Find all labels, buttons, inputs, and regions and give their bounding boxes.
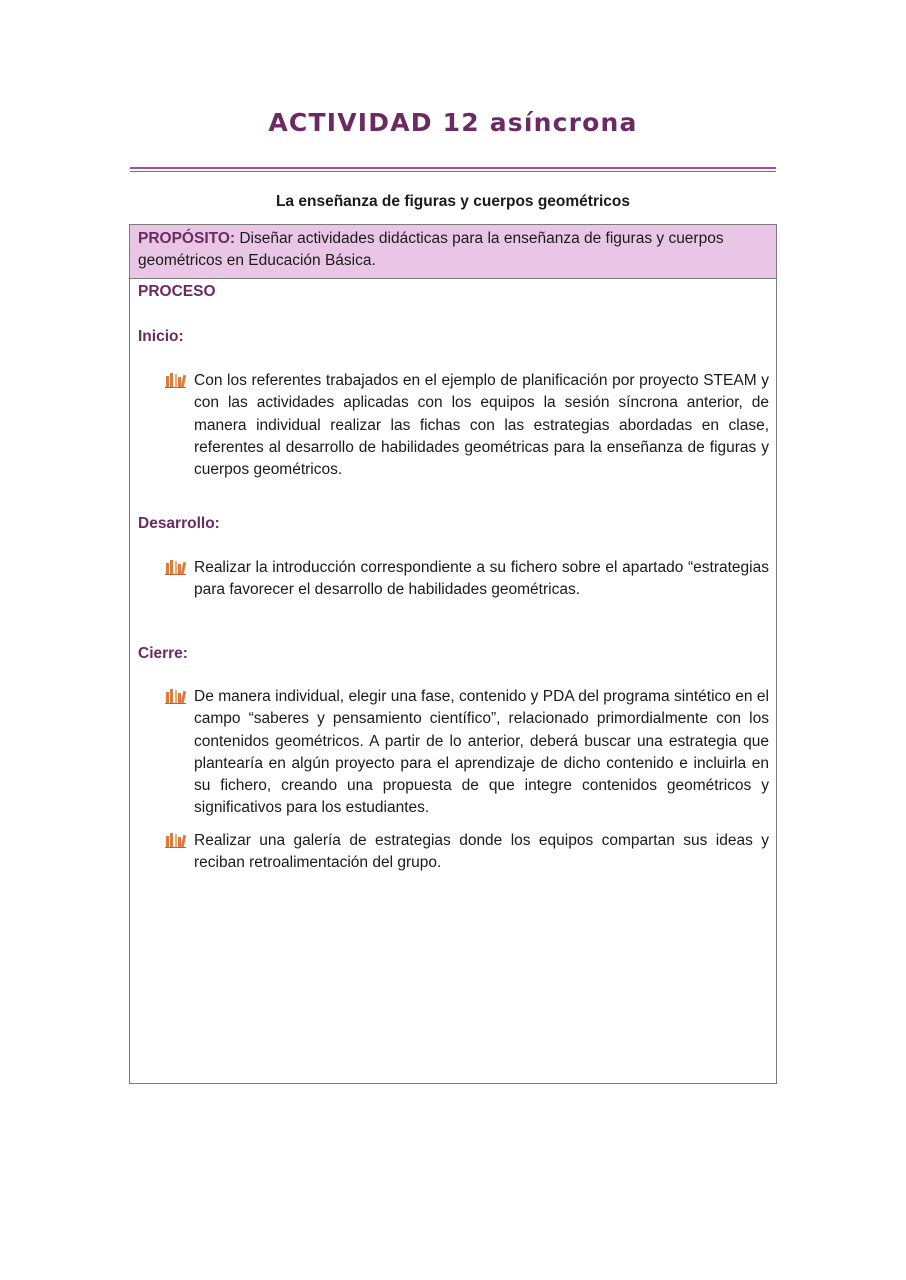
bullet-text: Con los referentes trabajados en el ejemplo de planificación por proyecto STEAM y con las actividades aplicadas con los equipos la sesión síncrona anterior, de manera individual realizar las fichas con las estrategias abordadas en clase, referentes al desarrollo de habilidades geométricas para la enseñanza de figuras y cuerpos geométricos. [194,372,769,479]
process-label: PROCESO [138,283,216,300]
section-inicio-heading: Inicio: [138,328,184,345]
bullet-text: Realizar la introducción correspondiente a su fichero sobre el apartado “estrategias para favorecer el desarrollo de habilidades geométricas. [194,559,769,599]
section-desarrollo-heading: Desarrollo: [138,515,220,532]
purpose-text: Diseñar actividades didácticas para la enseñanza de figuras y cuerpos geométricos en Educación Básica. [138,230,724,269]
list-item [165,557,769,602]
bullet-text: De manera individual, elegir una fase, contenido y PDA del programa sintético en el campo “saberes y pensamiento científico”, relacionado primordialmente con los contenidos geométricos. A partir de lo anterior, deberá buscar una estrategia que plantearía en algún proyecto para el aprendizaje de dicho contenido e incluirla en su fichero, creando una propuesta de que integre contenidos geométricos y significativos para los estudiantes. [194,688,769,817]
purpose-label: PROPÓSITO: [138,230,236,247]
books-bullet-icon [165,372,187,388]
books-bullet-icon [165,688,187,704]
list-item [165,686,769,820]
list-item [165,370,769,481]
activity-box [129,224,777,1084]
title-rule-thin [130,171,776,172]
title-rule [130,167,776,169]
books-bullet-icon [165,559,187,575]
list-item [165,830,769,875]
section-cierre-heading: Cierre: [138,645,188,662]
purpose-row [130,225,776,279]
document-subtitle: La enseñanza de figuras y cuerpos geométricos [275,193,631,210]
bullet-text: Realizar una galería de estrategias donde los equipos compartan sus ideas y reciban retroalimentación del grupo. [194,832,769,872]
books-bullet-icon [165,832,187,848]
document-title: ACTIVIDAD 12 asíncrona [268,108,638,137]
